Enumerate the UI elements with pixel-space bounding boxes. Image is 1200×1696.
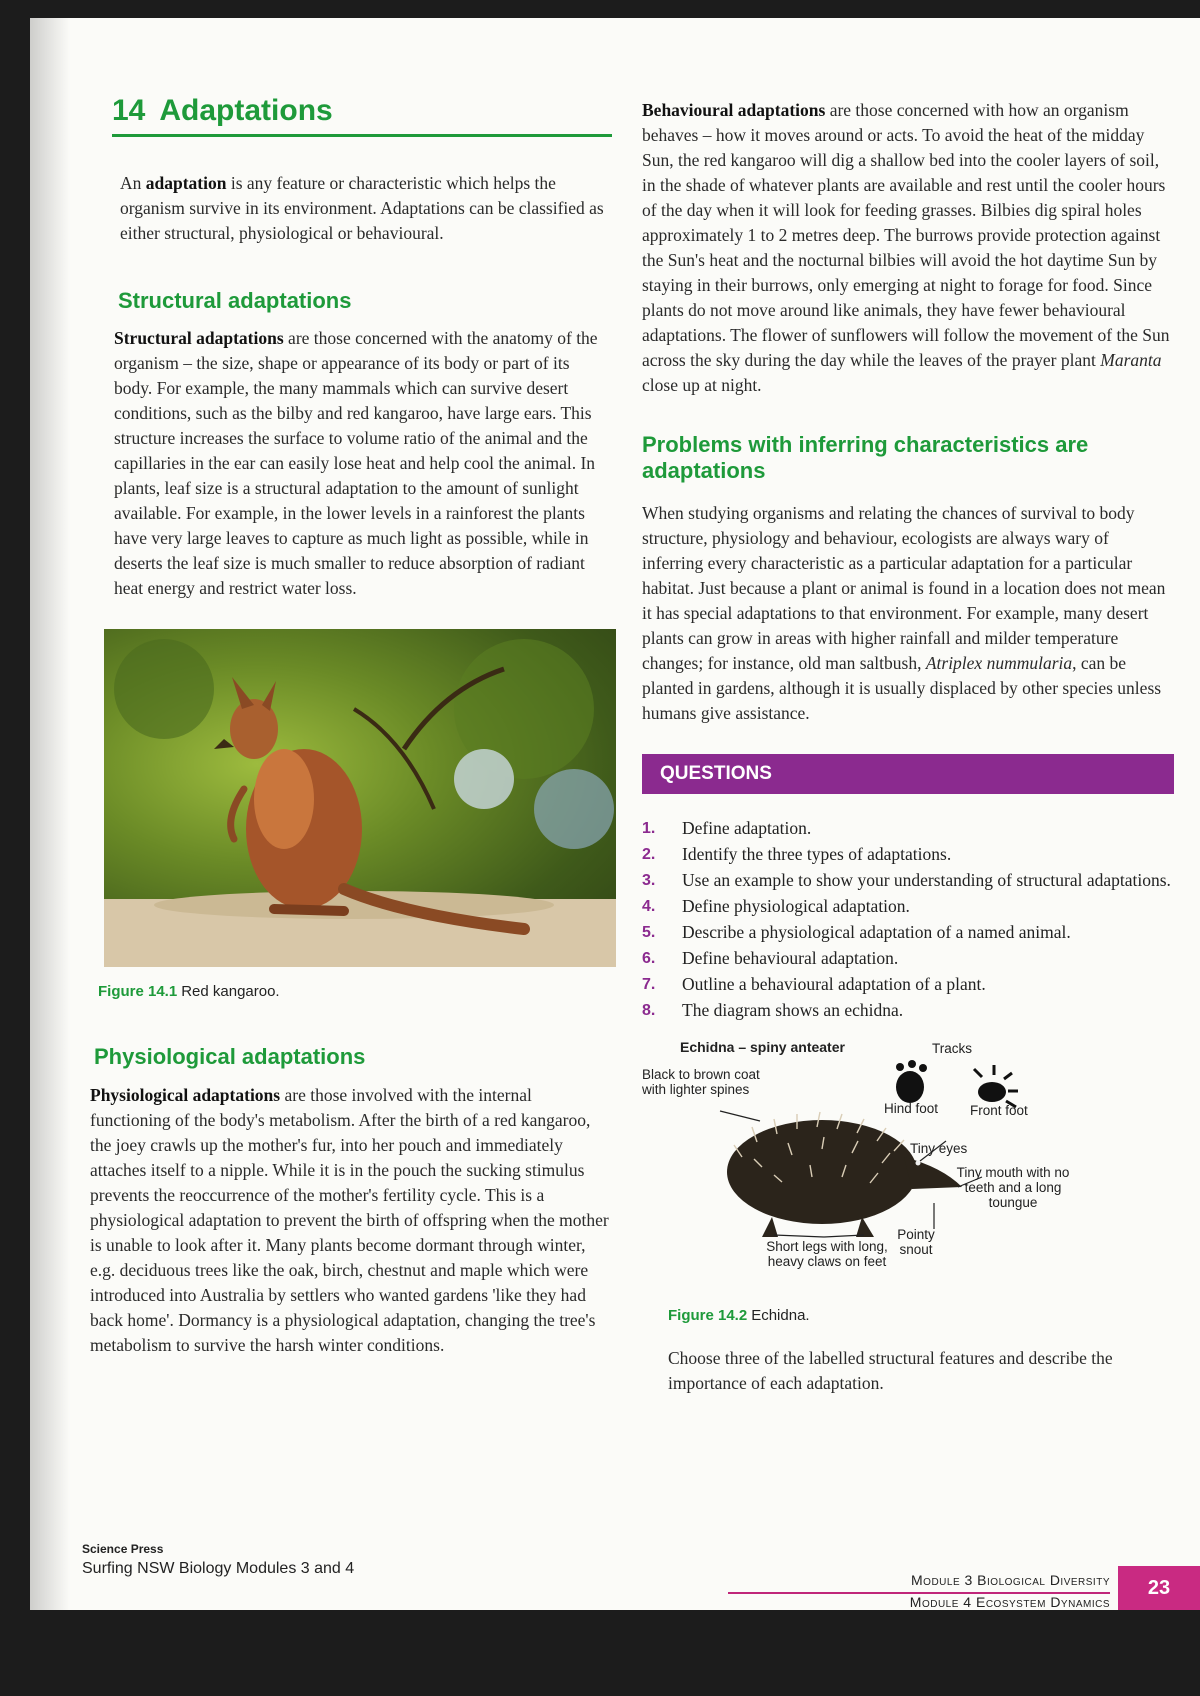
chapter-title-rule: [112, 134, 612, 137]
chapter-name: Adaptations: [159, 94, 333, 127]
question-item: 6. Define behavioural adaptation.: [642, 947, 899, 968]
questions-heading: QUESTIONS: [642, 754, 1174, 794]
right-column: [642, 80, 1174, 1396]
footer-right: [910, 1572, 1110, 1610]
questions-list: [642, 816, 1174, 1023]
diagram-title: Echidna – spiny anteater: [680, 1038, 845, 1055]
textbook-page: [30, 18, 1200, 1610]
binding-shadow: [30, 18, 70, 1610]
question-item: 7. Outline a behavioural adaptation of a plant.: [642, 973, 986, 994]
eyes-label: Tiny eyes: [910, 1140, 968, 1156]
behavioural-paragraph: Behavioural adaptations are those concerned with how an organism behaves – how it moves around or acts. To avoid the heat of the midday Sun, the red kangaroo will dig a shallow bed into the cooler layers of soil, in the shade of whatever plants are available and rest until the cooler hours of the day when it will look for feeding grasses. Bilbies dig spiral holes approximately 1 to 2 metres deep. The burrows provide protection against the Sun's heat and the nocturnal bilbies will avoid the hot daytime Sun by staying in their burrows, only emerging at night to forage for food. Since plants do not move around like animals, they have fewer behavioural adaptations. The flower of sunflowers will follow the movement of the Sun across the sky during the day while the leaves of the prayer plant Maranta close up at night.: [642, 100, 1170, 395]
question-item: 2. Identify the three types of adaptations.: [642, 843, 952, 864]
tracks-label: Tracks: [932, 1040, 972, 1056]
mouth-label: Tiny mouth with no teeth and a long toungue: [956, 1164, 1070, 1210]
question-item: 1. Define adaptation.: [642, 817, 812, 838]
footer-rule: [728, 1592, 1110, 1594]
echidna-diagram: [642, 1037, 1162, 1307]
legs-label: Short legs with long, heavy claws on feet: [766, 1238, 888, 1269]
physiological-paragraph: Physiological adaptations are those involved with the internal functioning of the body's metabolism. After the birth of a red kangaroo, the joey crawls up the mother's fur, into her pouch and immediately attaches itself to a nipple. While it is in the pouch the sucking stimulus prevents the reoccurrence of the mother's fertility cycle. This is a physiological adaptation to prevent the birth of offspring when the mother is unable to look after it. Many plants become dormant through winter, e.g. deciduous trees like the oak, birch, chestnut and maple which were introduced into Australia by settlers who wanted gardens 'like they had back home'. Dormancy is a physiological adaptation, changing the tree's metabolism to survive the harsh winter conditions.: [90, 1084, 609, 1355]
structural-heading: Structural adaptations: [118, 288, 352, 313]
figure-14-2-caption: Figure 14.2 Echidna.: [668, 1306, 810, 1324]
chapter-number: 14: [112, 94, 146, 127]
question-item: 5. Describe a physiological adaptation of a named animal.: [642, 921, 1071, 942]
module-4-label: Module 4 Ecosystem Dynamics: [909, 1594, 1110, 1610]
module-3-label: Module 3 Biological Diversity: [911, 1572, 1110, 1588]
figure-14-1-caption: Figure 14.1 Red kangaroo.: [98, 983, 280, 1001]
hind-foot-label: Hind foot: [884, 1100, 939, 1116]
question-item: 4. Define physiological adaptation.: [642, 895, 910, 916]
publisher-name: Science Press: [82, 1542, 164, 1556]
book-title: Surfing NSW Biology Modules 3 and 4: [82, 1560, 355, 1577]
closing-paragraph: Choose three of the labelled structural features and describe the importance of each adaptation.: [668, 1347, 1113, 1393]
page-number: 23: [1118, 1566, 1200, 1610]
footer-left: [82, 1542, 354, 1578]
question-item: 8. The diagram shows an echidna.: [642, 999, 904, 1020]
problems-heading: Problems with inferring characteristics are adaptations: [642, 432, 1089, 484]
physiological-heading: Physiological adaptations: [94, 1044, 366, 1070]
chapter-title: [112, 94, 612, 128]
coat-label: Black to brown coat with lighter spines: [642, 1066, 760, 1097]
kangaroo-illustration: [104, 629, 616, 967]
kangaroo-photo: [104, 629, 616, 967]
snout-label: Pointy snout: [897, 1226, 935, 1257]
intro-paragraph: An adaptation is any feature or characteristic which helps the organism survive in its environment. Adaptations can be classified as either structural, physiological or behavioural.: [120, 173, 604, 243]
left-column: [82, 78, 612, 1358]
structural-paragraph: Structural adaptations are those concerned with the anatomy of the organism – the size, shape or appearance of its body or part of its body. For example, the many mammals which can survive desert conditions, such as the bilby and red kangaroo, have large ears. This structure increases the surface to volume ratio of the animal and the capillaries in the ear can easily lose heat and help cool the animal. In plants, leaf size is a structural adaptation to the amount of sunlight available. For example, in the lower levels in a rainforest the plants have very large leaves to capture as much light as possible, while in deserts the leaf size is much smaller to reduce absorption of radiant heat energy and restrict water loss.: [114, 328, 598, 599]
problems-paragraph: When studying organisms and relating the chances of survival to body structure, physiology and behaviour, ecologists are always wary of inferring every characteristic as a particular adaptation for a particular habitat. Just because a plant or animal is found in a location does not mean it has special adaptations to that environment. For example, many desert plants can grow in areas with higher rainfall and milder temperature changes; for instance, old man saltbush, Atriplex nummularia, can be planted in gardens, although it is usually displaced by other species unless humans give assistance.: [642, 502, 1166, 723]
question-item: 3. Use an example to show your understanding of structural adaptations.: [642, 869, 1171, 890]
front-foot-label: Front foot: [970, 1102, 1028, 1118]
